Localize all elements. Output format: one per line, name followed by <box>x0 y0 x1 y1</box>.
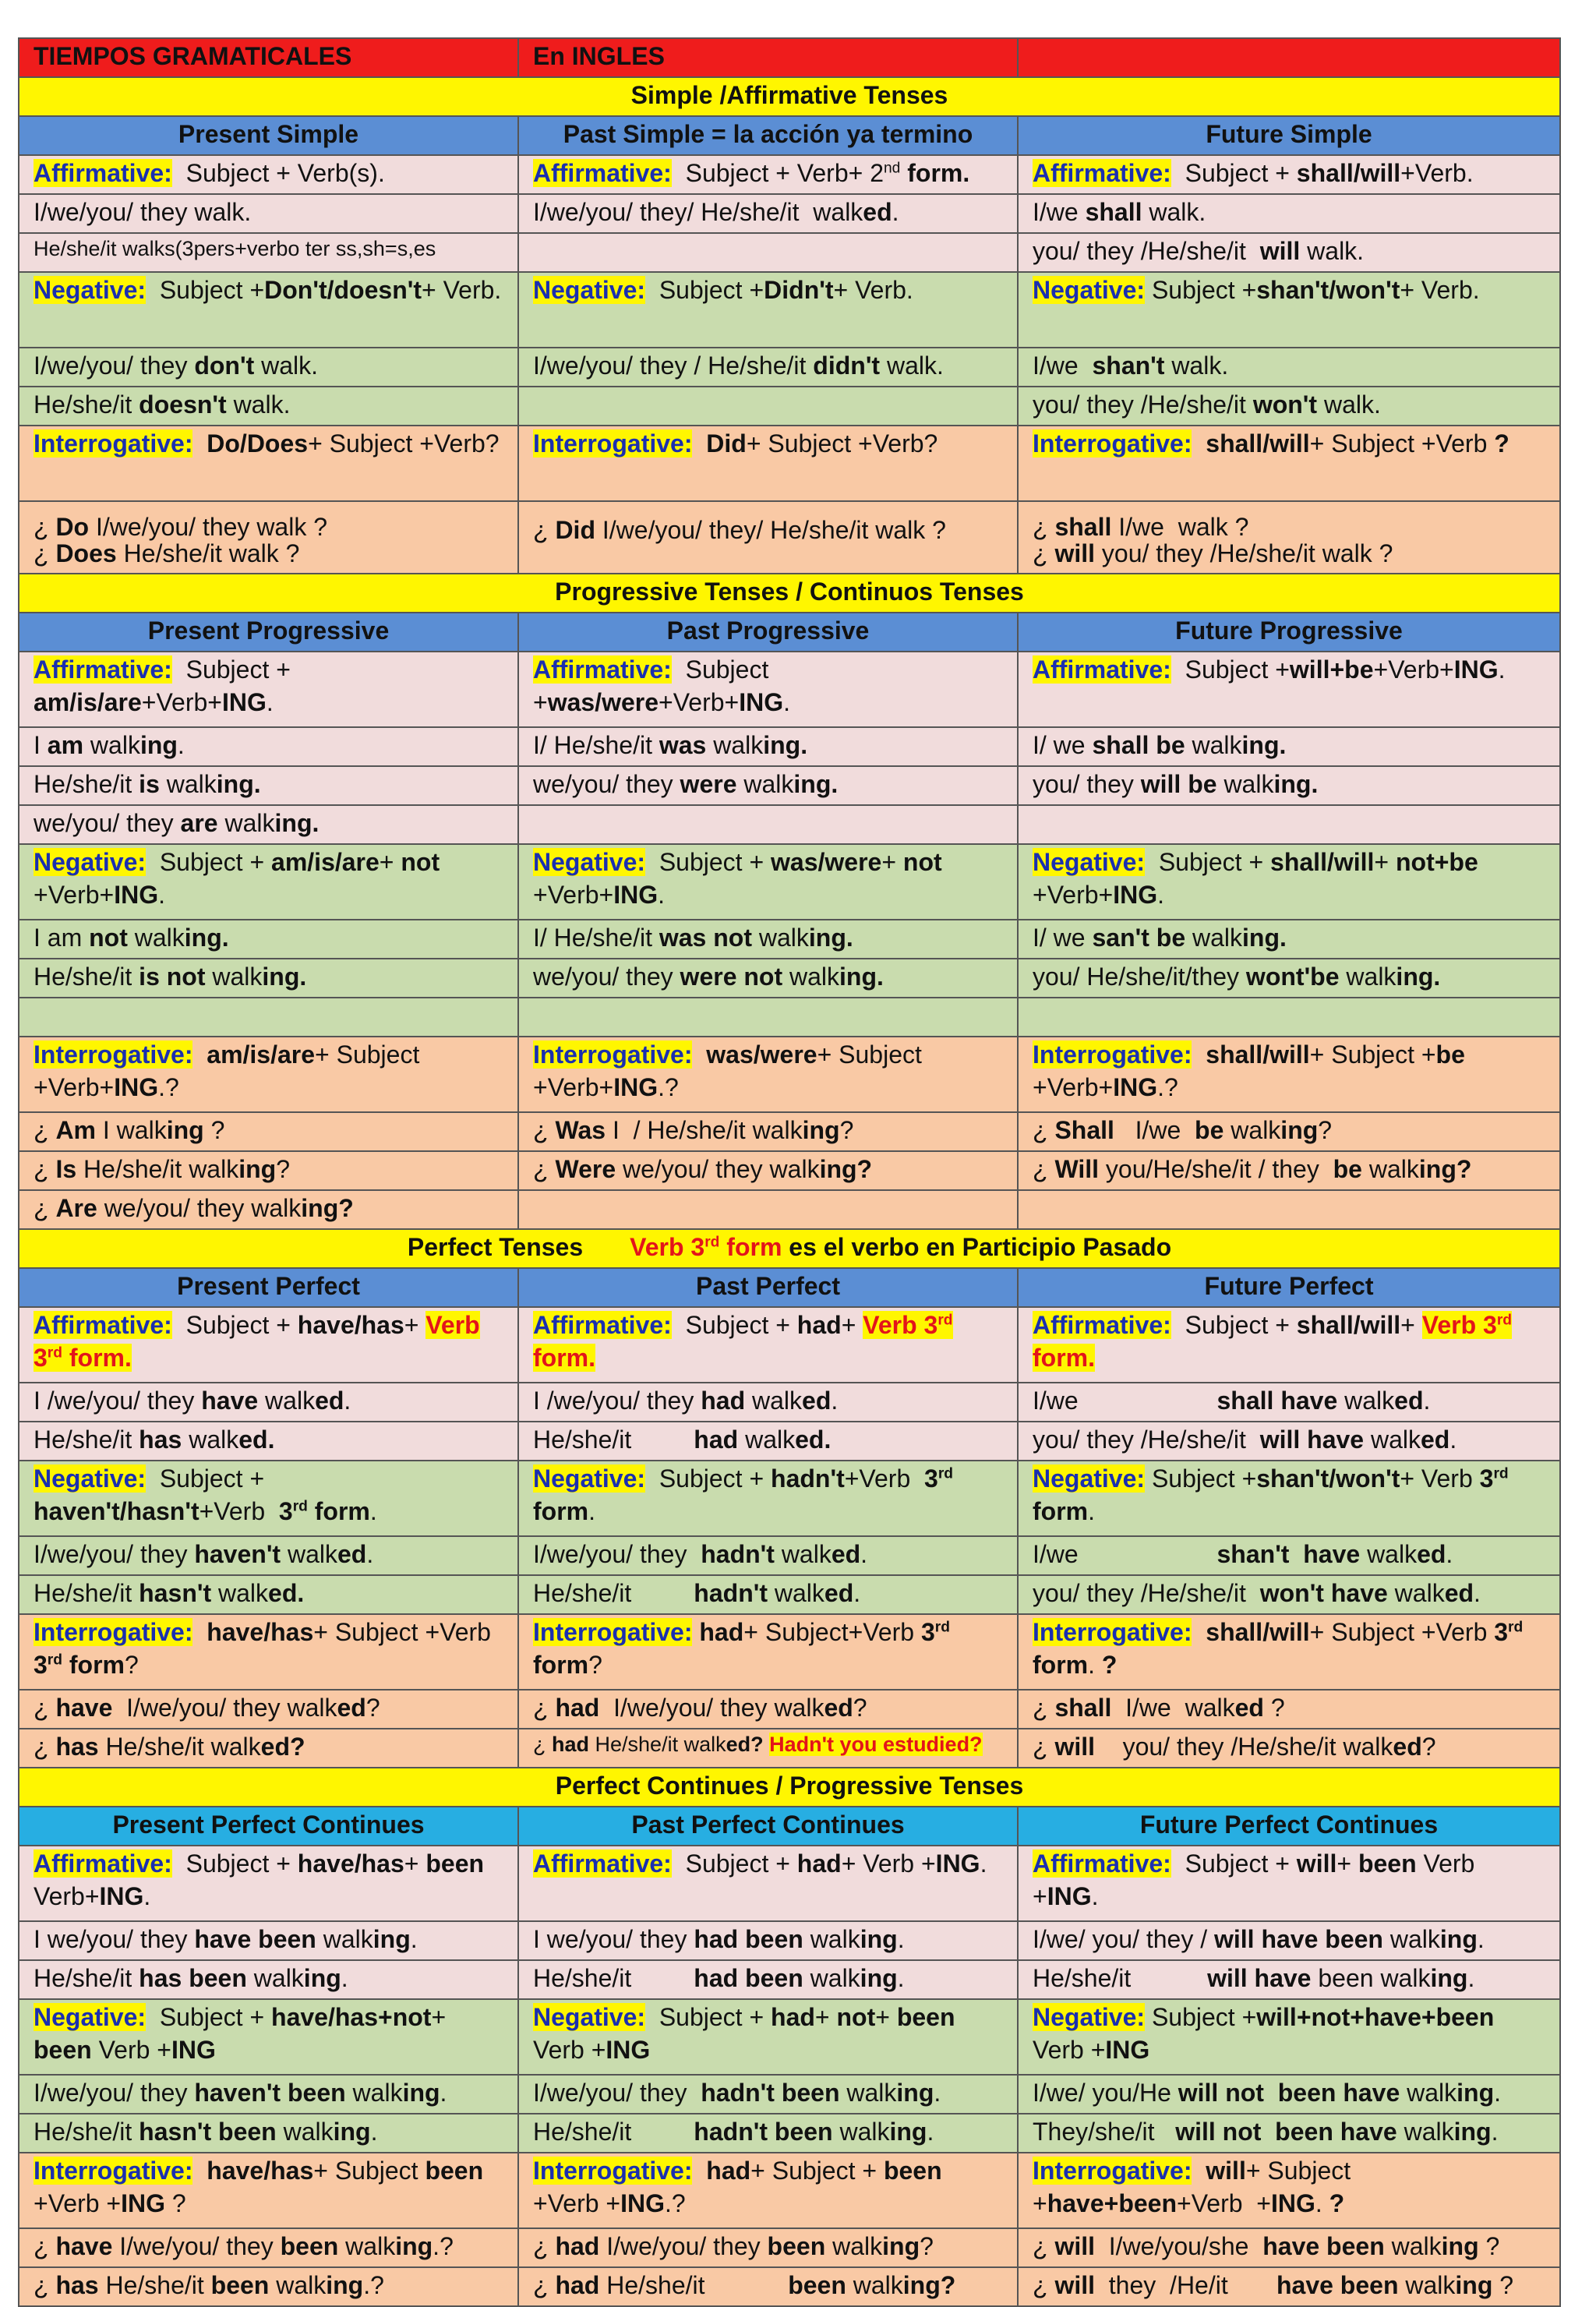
column-header: Future Perfect Continues <box>1018 1807 1560 1846</box>
cell: ¿ had He/she/it been walking? <box>518 2267 1018 2306</box>
cell: ¿ had I/we/you/ they been walking? <box>518 2228 1018 2267</box>
cell: ¿ Did I/we/you/ they/ He/she/it walk ? <box>518 501 1018 574</box>
column-header: Past Simple = la acción ya termino <box>518 116 1018 155</box>
cell: Interrogative: have/has+ Subject +Verb 3rd form? <box>19 1614 518 1690</box>
header-row <box>19 613 1560 652</box>
cell: you/ they /He/she/it won't walk. <box>1018 387 1560 426</box>
cell <box>1018 805 1560 844</box>
section-row <box>19 1229 1560 1268</box>
cell: Interrogative: am/is/are+ Subject +Verb+ING.? <box>19 1037 518 1112</box>
table-row <box>19 844 1560 920</box>
section-row <box>19 574 1560 613</box>
cell: Affirmative: Subject + Verb(s). <box>19 155 518 194</box>
cell: Negative: Subject +Don't/doesn't+ Verb. <box>19 272 518 348</box>
section-title: Perfect Continues / Progressive Tenses <box>19 1768 1560 1807</box>
header-row <box>19 1807 1560 1846</box>
cell: I/we/you/ they don't walk. <box>19 348 518 387</box>
cell: He/she/it has been walking. <box>19 1960 518 1999</box>
cell: I/we/you/ they walk. <box>19 194 518 233</box>
table-row <box>19 1307 1560 1383</box>
table-row <box>19 272 1560 348</box>
cell: you/ they /He/she/it will have walked. <box>1018 1422 1560 1461</box>
cell: Negative: Subject + shall/will+ not+be +Verb+ING. <box>1018 844 1560 920</box>
cell: Negative: Subject + am/is/are+ not +Verb+ING. <box>19 844 518 920</box>
cell: ¿ will they /He/it have been walking ? <box>1018 2267 1560 2306</box>
table-row <box>19 1190 1560 1229</box>
table-row <box>19 501 1560 574</box>
cell: Negative: Subject + had+ not+ been Verb +ING <box>518 1999 1018 2075</box>
cell: you/ they will be walking. <box>1018 766 1560 805</box>
cell: ¿ had I/we/you/ they walked? <box>518 1690 1018 1729</box>
cell: I/we/you/ they / He/she/it didn't walk. <box>518 348 1018 387</box>
cell: Affirmative: Subject + will+ been Verb +ING. <box>1018 1846 1560 1921</box>
section-row <box>19 77 1560 116</box>
column-header: Present Perfect Continues <box>19 1807 518 1846</box>
cell: ¿ had He/she/it walked? Hadn't you estudied? <box>518 1729 1018 1768</box>
cell: I /we/you/ they have walked. <box>19 1383 518 1422</box>
cell <box>19 998 518 1037</box>
cell: we/you/ they are walking. <box>19 805 518 844</box>
cell: Affirmative: Subject +was/were+Verb+ING. <box>518 652 1018 727</box>
cell: He/she/it has walked. <box>19 1422 518 1461</box>
cell <box>518 1190 1018 1229</box>
table-row <box>19 727 1560 766</box>
section-title: Perfect Tenses Verb 3rd form es el verbo en Participio Pasado <box>19 1229 1560 1268</box>
cell: ¿ will you/ they /He/she/it walked? <box>1018 1729 1560 1768</box>
cell <box>518 998 1018 1037</box>
cell: He/she/it is not walking. <box>19 959 518 998</box>
cell: Affirmative: Subject + shall/will+ Verb 3rd form. <box>1018 1307 1560 1383</box>
table-row <box>19 1461 1560 1536</box>
cell: He/she/it hasn't been walking. <box>19 2114 518 2153</box>
cell: Affirmative: Subject + have/has+ Verb 3rd form. <box>19 1307 518 1383</box>
cell: I/ He/she/it was not walking. <box>518 920 1018 959</box>
cell: ¿ shall I/we walked ? <box>1018 1690 1560 1729</box>
cell <box>518 805 1018 844</box>
cell: Negative: Subject + haven't/hasn't+Verb 3rd form. <box>19 1461 518 1536</box>
table-row <box>19 348 1560 387</box>
column-header: Present Simple <box>19 116 518 155</box>
table-row <box>19 1846 1560 1921</box>
table-row <box>19 155 1560 194</box>
table-row <box>19 1575 1560 1614</box>
section-title: Progressive Tenses / Continuos Tenses <box>19 574 1560 613</box>
column-header: Present Progressive <box>19 613 518 652</box>
cell: Interrogative: was/were+ Subject +Verb+ING.? <box>518 1037 1018 1112</box>
cell: ¿ have I/we/you/ they been walking.? <box>19 2228 518 2267</box>
cell: I/we shall walk. <box>1018 194 1560 233</box>
cell: He/she/it hadn't been walking. <box>518 2114 1018 2153</box>
table-row <box>19 1151 1560 1190</box>
table-row <box>19 1999 1560 2075</box>
cell: Affirmative: Subject + have/has+ been Verb+ING. <box>19 1846 518 1921</box>
cell: Interrogative: Do/Does+ Subject +Verb? <box>19 426 518 501</box>
cell: ¿ has He/she/it been walking.? <box>19 2267 518 2306</box>
cell: Negative: Subject +shan't/won't+ Verb. <box>1018 272 1560 348</box>
table-row <box>19 194 1560 233</box>
cell <box>1018 998 1560 1037</box>
table-row <box>19 652 1560 727</box>
cell: Negative: Subject +will+not+have+been Verb +ING <box>1018 1999 1560 2075</box>
cell: I/ He/she/it was walking. <box>518 727 1018 766</box>
cell: I/we/ you/He will not been have walking. <box>1018 2075 1560 2114</box>
header-row <box>19 116 1560 155</box>
cell: They/she/it will not been have walking. <box>1018 2114 1560 2153</box>
cell: He/she/it will have been walking. <box>1018 1960 1560 1999</box>
cell: He/she/it had been walking. <box>518 1960 1018 1999</box>
cell: ¿ Am I walking ? <box>19 1112 518 1151</box>
cell: Interrogative: shall/will+ Subject +Verb 3rd form. ? <box>1018 1614 1560 1690</box>
cell: He/she/it walks(3pers+verbo ter ss,sh=s,es <box>19 233 518 272</box>
table-row <box>19 1536 1560 1575</box>
table-row <box>19 1614 1560 1690</box>
table-row <box>19 426 1560 501</box>
cell: I we/you/ they have been walking. <box>19 1921 518 1960</box>
cell: He/she/it doesn't walk. <box>19 387 518 426</box>
cell <box>518 387 1018 426</box>
cell: ¿ Shall I/we be walking? <box>1018 1112 1560 1151</box>
cell: Interrogative: shall/will+ Subject +be +Verb+ING.? <box>1018 1037 1560 1112</box>
cell: He/she/it hasn't walked. <box>19 1575 518 1614</box>
cell: Affirmative: Subject + had+ Verb 3rd form. <box>518 1307 1018 1383</box>
cell: Affirmative: Subject +will+be+Verb+ING. <box>1018 652 1560 727</box>
cell: Interrogative: shall/will+ Subject +Verb ? <box>1018 426 1560 501</box>
cell: ¿ Do I/we/you/ they walk ? ¿ Does He/she/it walk ? <box>19 501 518 574</box>
column-header: Future Simple <box>1018 116 1560 155</box>
cell: ¿ Was I / He/she/it walking? <box>518 1112 1018 1151</box>
cell: ¿ will I/we/you/she have been walking ? <box>1018 2228 1560 2267</box>
cell: Interrogative: had+ Subject + been +Verb +ING.? <box>518 2153 1018 2228</box>
table-row <box>19 387 1560 426</box>
cell: ¿ Is He/she/it walking? <box>19 1151 518 1190</box>
table-row <box>19 1383 1560 1422</box>
cell: ¿ has He/she/it walked? <box>19 1729 518 1768</box>
cell: we/you/ they were not walking. <box>518 959 1018 998</box>
cell: He/she/it had walked. <box>518 1422 1018 1461</box>
cell: Interrogative: had+ Subject+Verb 3rd form? <box>518 1614 1018 1690</box>
table-row <box>19 1037 1560 1112</box>
cell: Interrogative: Did+ Subject +Verb? <box>518 426 1018 501</box>
cell: I /we/you/ they had walked. <box>518 1383 1018 1422</box>
table-row <box>19 233 1560 272</box>
title-cell-3 <box>1018 38 1560 77</box>
table-row <box>19 2114 1560 2153</box>
column-header: Present Perfect <box>19 1268 518 1307</box>
cell: Negative: Subject +Didn't+ Verb. <box>518 272 1018 348</box>
table-row <box>19 1960 1560 1999</box>
column-header: Past Progressive <box>518 613 1018 652</box>
cell: ¿ Are we/you/ they walking? <box>19 1190 518 1229</box>
title-cell: TIEMPOS GRAMATICALES <box>19 38 518 77</box>
cell: you/ they /He/she/it will walk. <box>1018 233 1560 272</box>
cell: I/we/you/ they/ He/she/it walked. <box>518 194 1018 233</box>
cell: Negative: Subject +shan't/won't+ Verb 3rd form. <box>1018 1461 1560 1536</box>
cell: I/we/ you/ they / will have been walking. <box>1018 1921 1560 1960</box>
title-row <box>19 38 1560 77</box>
cell: He/she/it is walking. <box>19 766 518 805</box>
cell: Affirmative: Subject + am/is/are+Verb+ING. <box>19 652 518 727</box>
column-header: Past Perfect <box>518 1268 1018 1307</box>
cell: I/we shan't walk. <box>1018 348 1560 387</box>
cell: Negative: Subject + was/were+ not +Verb+ING. <box>518 844 1018 920</box>
cell: I/we/you/ they haven't walked. <box>19 1536 518 1575</box>
column-header: Future Progressive <box>1018 613 1560 652</box>
cell: ¿ Were we/you/ they walking? <box>518 1151 1018 1190</box>
title-cell-2: En INGLES <box>518 38 1018 77</box>
cell: I/ we san't be walking. <box>1018 920 1560 959</box>
section-title: Simple /Affirmative Tenses <box>19 77 1560 116</box>
table-row <box>19 2267 1560 2306</box>
cell: I/ we shall be walking. <box>1018 727 1560 766</box>
header-row <box>19 1268 1560 1307</box>
cell: I/we shall have walked. <box>1018 1383 1560 1422</box>
column-header: Past Perfect Continues <box>518 1807 1018 1846</box>
table-row <box>19 805 1560 844</box>
table-row <box>19 920 1560 959</box>
table-row <box>19 1690 1560 1729</box>
table-row <box>19 2153 1560 2228</box>
grammar-table <box>18 37 1561 2307</box>
cell: Negative: Subject + have/has+not+ been Verb +ING <box>19 1999 518 2075</box>
cell: I/we/you/ they hadn't walked. <box>518 1536 1018 1575</box>
cell: I am walking. <box>19 727 518 766</box>
table-row <box>19 1729 1560 1768</box>
cell: I we/you/ they had been walking. <box>518 1921 1018 1960</box>
section-row <box>19 1768 1560 1807</box>
cell: you/ He/she/it/they wont'be walking. <box>1018 959 1560 998</box>
cell: you/ they /He/she/it won't have walked. <box>1018 1575 1560 1614</box>
table-row <box>19 766 1560 805</box>
cell: ¿ Will you/He/she/it / they be walking? <box>1018 1151 1560 1190</box>
cell: I/we/you/ they hadn't been walking. <box>518 2075 1018 2114</box>
cell: Interrogative: will+ Subject +have+been+Verb +ING. ? <box>1018 2153 1560 2228</box>
table-row <box>19 2075 1560 2114</box>
cell: Affirmative: Subject + shall/will+Verb. <box>1018 155 1560 194</box>
table-row <box>19 1921 1560 1960</box>
table-row <box>19 959 1560 998</box>
cell: we/you/ they were walking. <box>518 766 1018 805</box>
table-row <box>19 1422 1560 1461</box>
cell <box>518 233 1018 272</box>
cell <box>1018 1190 1560 1229</box>
cell: Affirmative: Subject + had+ Verb +ING. <box>518 1846 1018 1921</box>
cell: I am not walking. <box>19 920 518 959</box>
cell: ¿ shall I/we walk ? ¿ will you/ they /He/she/it walk ? <box>1018 501 1560 574</box>
table-row <box>19 2228 1560 2267</box>
cell: I/we shan't have walked. <box>1018 1536 1560 1575</box>
column-header: Future Perfect <box>1018 1268 1560 1307</box>
cell: Interrogative: have/has+ Subject been +Verb +ING ? <box>19 2153 518 2228</box>
cell: I/we/you/ they haven't been walking. <box>19 2075 518 2114</box>
cell: Negative: Subject + hadn't+Verb 3rd form. <box>518 1461 1018 1536</box>
cell: Affirmative: Subject + Verb+ 2nd form. <box>518 155 1018 194</box>
table-row <box>19 1112 1560 1151</box>
table-row <box>19 998 1560 1037</box>
cell: He/she/it hadn't walked. <box>518 1575 1018 1614</box>
cell: ¿ have I/we/you/ they walked? <box>19 1690 518 1729</box>
